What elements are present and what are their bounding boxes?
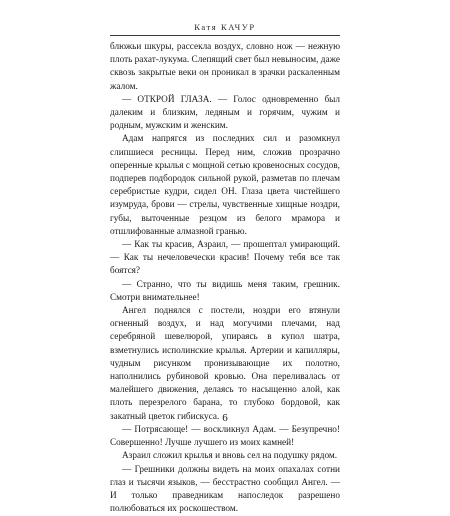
paragraph: Ангел поднялся с постели, ноздри его втянули огненный воздух, и над могучими плечами, над серебряной шевелюрой, упираясь в купол шатра, взметнулись исполинские крылья. Артерии и капилляры, чудным рисунком пронизывающие их полотно, наполнились рубиновой кровью. Она переливалась от малейшего движения, делаясь то насыщенно алой, как плоть перезрелого барана, то глубоко бордовой, как закатный цветок гибискуса.: [110, 305, 340, 424]
page-number: 6: [0, 412, 450, 424]
header-rule: [110, 35, 340, 36]
paragraph: Азраил сложил крылья и вновь сел на подушку рядом.: [110, 450, 340, 463]
paragraph: блюжьи шкуры, рассекла воздух, словно нож — нежную плоть рахат-лукума. Слепящий свет был невыносим, даже сквозь закрытые веки он проникал в зрачки раскаленным жалом.: [110, 41, 340, 94]
paragraph: — Как ты красив, Азраил, — прошептал умирающий. — Как ты нечеловечески красив! Почему тебя все так боятся?: [110, 239, 340, 279]
paragraph: — ОТКРОЙ ГЛАЗА. — Голос одновременно был далеким и близким, ледяным и горячим, чужим и родным, мужским и женским.: [110, 94, 340, 134]
paragraph: Адам напрягся из последних сил и разомкнул слипшиеся ресницы. Перед ним, сложив прозрачно оперенные крылья с мощной сетью кровеносных сосудов, подперев подбородок сильной рукой, разметав по плечам серебристые кудри, сидел ОН. Глаза цвета чистейшего изумруда, брови — стрелы, чувственные хищные ноздри, губы, выточенные резцом из белого мрамора и отшлифованные алмазной гранью.: [110, 133, 340, 239]
body-text: [110, 41, 340, 516]
paragraph: — Потрясающе! — воскликнул Адам. — Безупречно! Совершенно! Лучше лучшего из моих камней!: [110, 424, 340, 450]
paragraph: — Грешники должны видеть на моих опахалах сотни глаз и тысячи языков, — бесстрастно сообщил Ангел. — И только праведникам напоследок разрешено полюбоваться их роскошеством.: [110, 464, 340, 516]
paragraph: — Странно, что ты видишь меня таким, грешник. Смотри внимательнее!: [110, 279, 340, 305]
running-head: Катя КАЧУР: [0, 22, 450, 32]
